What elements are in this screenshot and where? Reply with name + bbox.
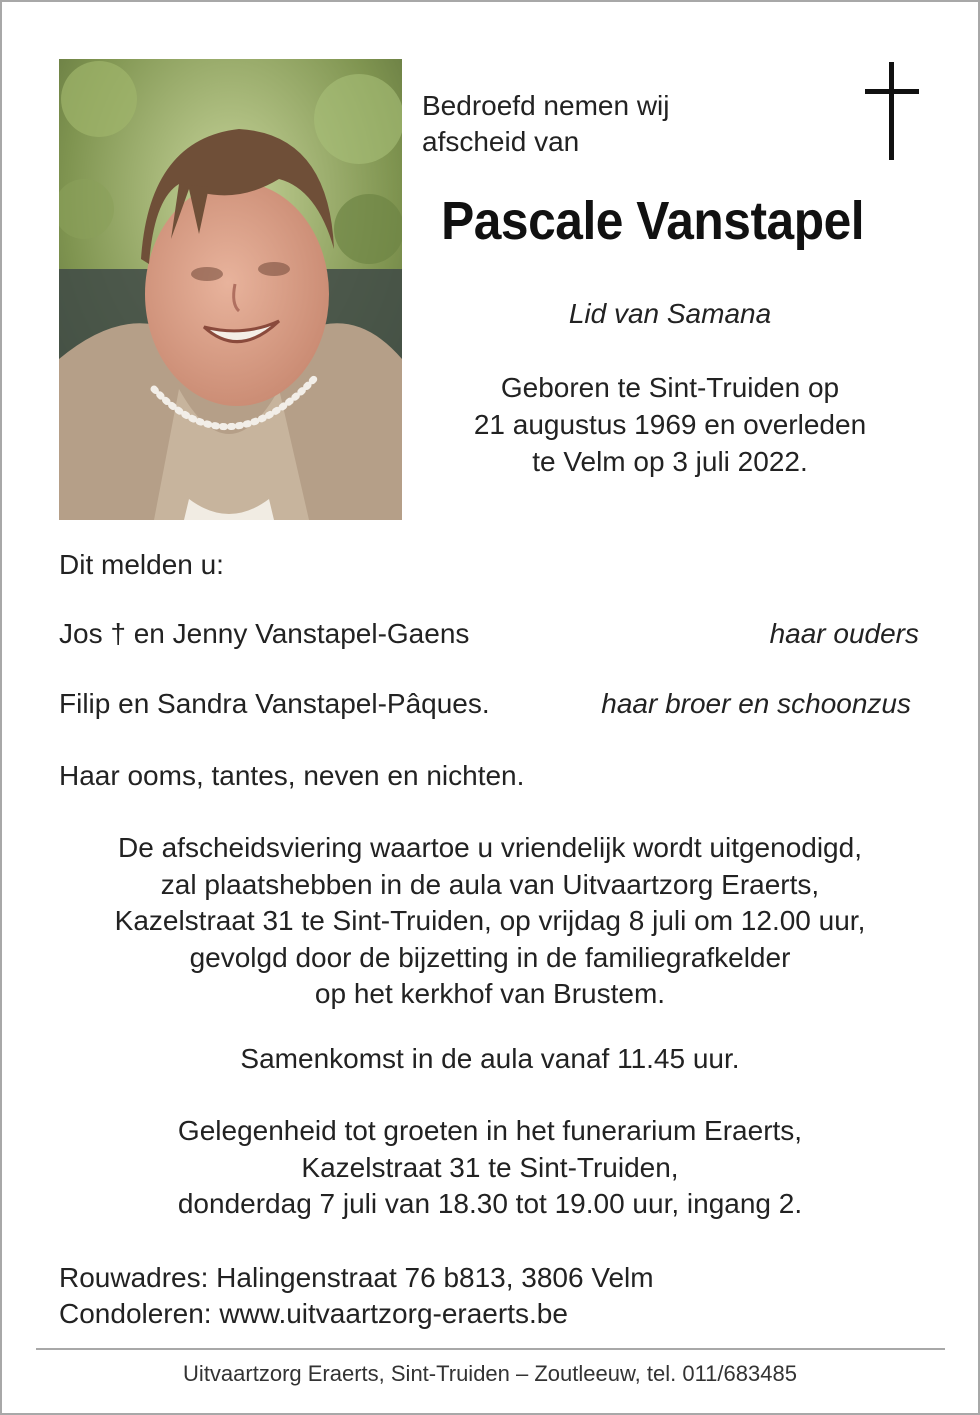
announcer-names-parents: Jos † en Jenny Vanstapel-Gaens xyxy=(59,618,470,649)
birth-line-2: 21 augustus 1969 en overleden xyxy=(473,409,867,440)
visitation-line-3: donderdag 7 juli van 18.30 tot 19.00 uur, ingang 2. xyxy=(177,1188,803,1219)
extended-family: Haar ooms, tantes, neven en nichten. xyxy=(59,760,525,791)
ceremony-line-2: zal plaatshebben in de aula van Uitvaartzorg Eraerts, xyxy=(160,868,820,900)
ceremony-text xyxy=(40,830,940,1013)
announcers-intro: Dit melden u: xyxy=(59,549,224,580)
ceremony-line-5: op het kerkhof van Brustem. xyxy=(314,978,666,1009)
portrait-photo xyxy=(59,59,402,520)
ceremony-line-4: gevolgd door de bijzetting in de familiegrafkelder xyxy=(189,941,791,973)
announcer-relation-parents: haar ouders xyxy=(769,618,919,649)
announcer-names-brother: Filip en Sandra Vanstapel-Pâques. xyxy=(59,688,490,719)
birth-line-1: Geboren te Sint-Truiden op xyxy=(500,372,840,403)
deceased-name: Pascale Vanstapel xyxy=(441,191,865,251)
birth-line-3: te Velm op 3 juli 2022. xyxy=(532,446,808,477)
mourning-address: Rouwadres: Halingenstraat 76 b813, 3806 Velm xyxy=(59,1262,654,1293)
visitation-text xyxy=(40,1113,940,1223)
latin-cross-icon xyxy=(862,62,922,160)
visitation-line-1: Gelegenheid tot groeten in het funerarium Eraerts, xyxy=(177,1115,803,1146)
footer-divider xyxy=(36,1348,945,1350)
condolence-link[interactable]: Condoleren: www.uitvaartzorg-eraerts.be xyxy=(59,1298,568,1329)
visitation-line-2: Kazelstraat 31 te Sint-Truiden, xyxy=(301,1151,679,1183)
membership-text: Lid van Samana xyxy=(568,298,772,329)
birth-death-text xyxy=(420,369,920,480)
announcer-relation-brother: haar broer en schoonzus xyxy=(601,688,911,719)
ceremony-line-1: De afscheidsviering waartoe u vriendelijk wordt uitgenodigd, xyxy=(118,832,862,863)
intro-line-2: afscheid van xyxy=(422,126,580,157)
ceremony-line-3: Kazelstraat 31 te Sint-Truiden, op vrijdag 8 juli om 12.00 uur, xyxy=(114,905,866,936)
intro-text xyxy=(422,88,669,160)
intro-line-1: Bedroefd nemen wij xyxy=(422,90,670,121)
funeral-home-footer: Uitvaartzorg Eraerts, Sint-Truiden – Zoutleeuw, tel. 011/683485 xyxy=(183,1361,797,1386)
gathering-text: Samenkomst in de aula vanaf 11.45 uur. xyxy=(240,1043,740,1074)
